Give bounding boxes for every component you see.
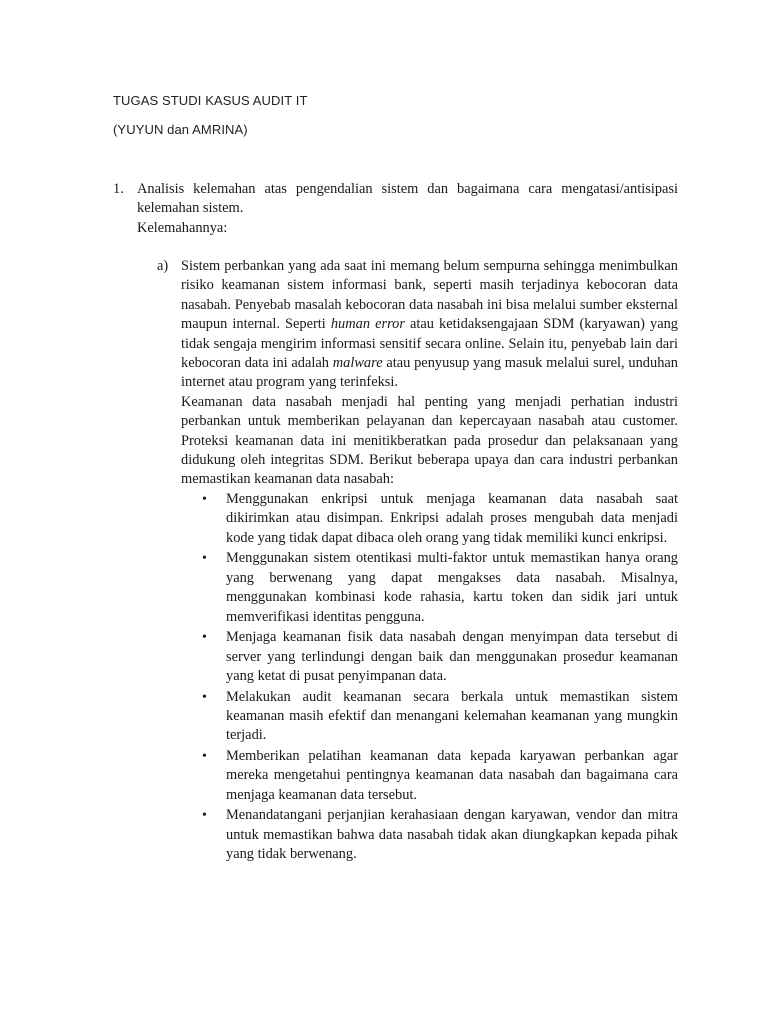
bullet-text: Menjaga keamanan fisik data nasabah dengan menyimpan data tersebut di server yang terlindungi dengan baik dan menggunakan prosedur keamanan yang ketat di pusat penyimpanan data. <box>226 629 678 684</box>
bullet-dot-icon: • <box>202 630 207 646</box>
bullet-list <box>181 490 678 865</box>
bullet-text: Menggunakan enkripsi untuk menjaga keamanan data nasabah saat dikirimkan atau disimpan. Enkripsi adalah proses mengubah data menjadi kode yang tidak dapat dibaca oleh orang yang tidak memiliki kunci enkripsi. <box>226 490 678 546</box>
bullet-dot-icon: • <box>202 748 207 764</box>
document-title: TUGAS STUDI KASUS AUDIT IT <box>113 93 308 108</box>
bullet-text: Menandatangani perjanjian kerahasiaan dengan karyawan, vendor dan mitra untuk memastikan bahwa data nasabah tidak akan diungkapkan kepada pihak yang tidak berwenang. <box>226 807 678 863</box>
item-a-body <box>181 257 678 865</box>
p1-text-part3: atau penyusup yang masuk melalui surel, unduhan internet atau program yang terinfeksi. <box>181 355 678 391</box>
bullet-dot-icon: • <box>202 689 207 705</box>
lettered-item-a <box>157 257 678 866</box>
bullet-item <box>202 549 678 627</box>
bullet-item <box>202 747 678 805</box>
item-a-paragraph-1 <box>181 257 678 393</box>
item-1-text: Analisis kelemahan atas pengendalian sistem dan bagaimana cara mengatasi/antisipasi kelemahan sistem. <box>137 181 678 217</box>
item-1-subheading: Kelemahannya: <box>137 219 228 236</box>
bullet-text: Memberikan pelatihan keamanan data kepada karyawan perbankan agar mereka mengetahui pentingnya keamanan data nasabah dan bagaimana cara menjaga keamanan data tersebut. <box>226 747 678 803</box>
item-letter: a) <box>157 258 169 274</box>
p1-emphasis-malware: malware <box>332 355 383 372</box>
bullet-dot-icon: • <box>202 808 207 824</box>
document-authors: (YUYUN dan AMRINA) <box>113 122 248 137</box>
p1-text-part1: Sistem perbankan yang ada saat ini memang belum sempurna sehingga menimbulkan risiko keamanan sistem informasi bank, seperti masih terjadinya kebocoran data nasabah. Penyebab masalah kebocoran data nasabah ini bisa melalui sumber eksternal maupun internal. Seperti <box>181 258 678 333</box>
p1-emphasis-human-error: human error <box>330 316 405 333</box>
numbered-item-1 <box>113 180 678 238</box>
bullet-item <box>202 628 678 686</box>
bullet-item <box>202 490 678 548</box>
bullet-dot-icon: • <box>202 491 207 507</box>
item-number: 1. <box>113 181 124 197</box>
item-a-paragraph-2: Keamanan data nasabah menjadi hal penting yang menjadi perhatian industri perbankan untuk memberikan pelayanan dan kepercayaan nasabah atau customer. Proteksi keamanan data ini menitikberatkan pada prosedur dan pelaksanaan yang didukung oleh integritas SDM. Berikut beberapa upaya dan cara industri perbankan memastikan keamanan data nasabah: <box>181 393 678 488</box>
bullet-text: Menggunakan sistem otentikasi multi-faktor untuk memastikan hanya orang yang berwenang yang dapat mengakses data nasabah. Misalnya, menggunakan kombinasi kode rahasia, kartu token dan sidik jari untuk memverifikasi identitas pengguna. <box>226 550 678 625</box>
bullet-text: Melakukan audit keamanan secara berkala untuk memastikan sistem keamanan masih efektif dan menangani kelemahan keamanan yang mungkin terjadi. <box>226 688 678 744</box>
p1-text-part2: atau ketidaksengajaan SDM (karyawan) yang tidak sengaja mengirim informasi sensitif secara online. Selain itu, penyebab lain dari kebocoran data ini adalah <box>181 316 678 372</box>
bullet-item <box>202 688 678 746</box>
bullet-item <box>202 806 678 864</box>
bullet-dot-icon: • <box>202 551 207 567</box>
